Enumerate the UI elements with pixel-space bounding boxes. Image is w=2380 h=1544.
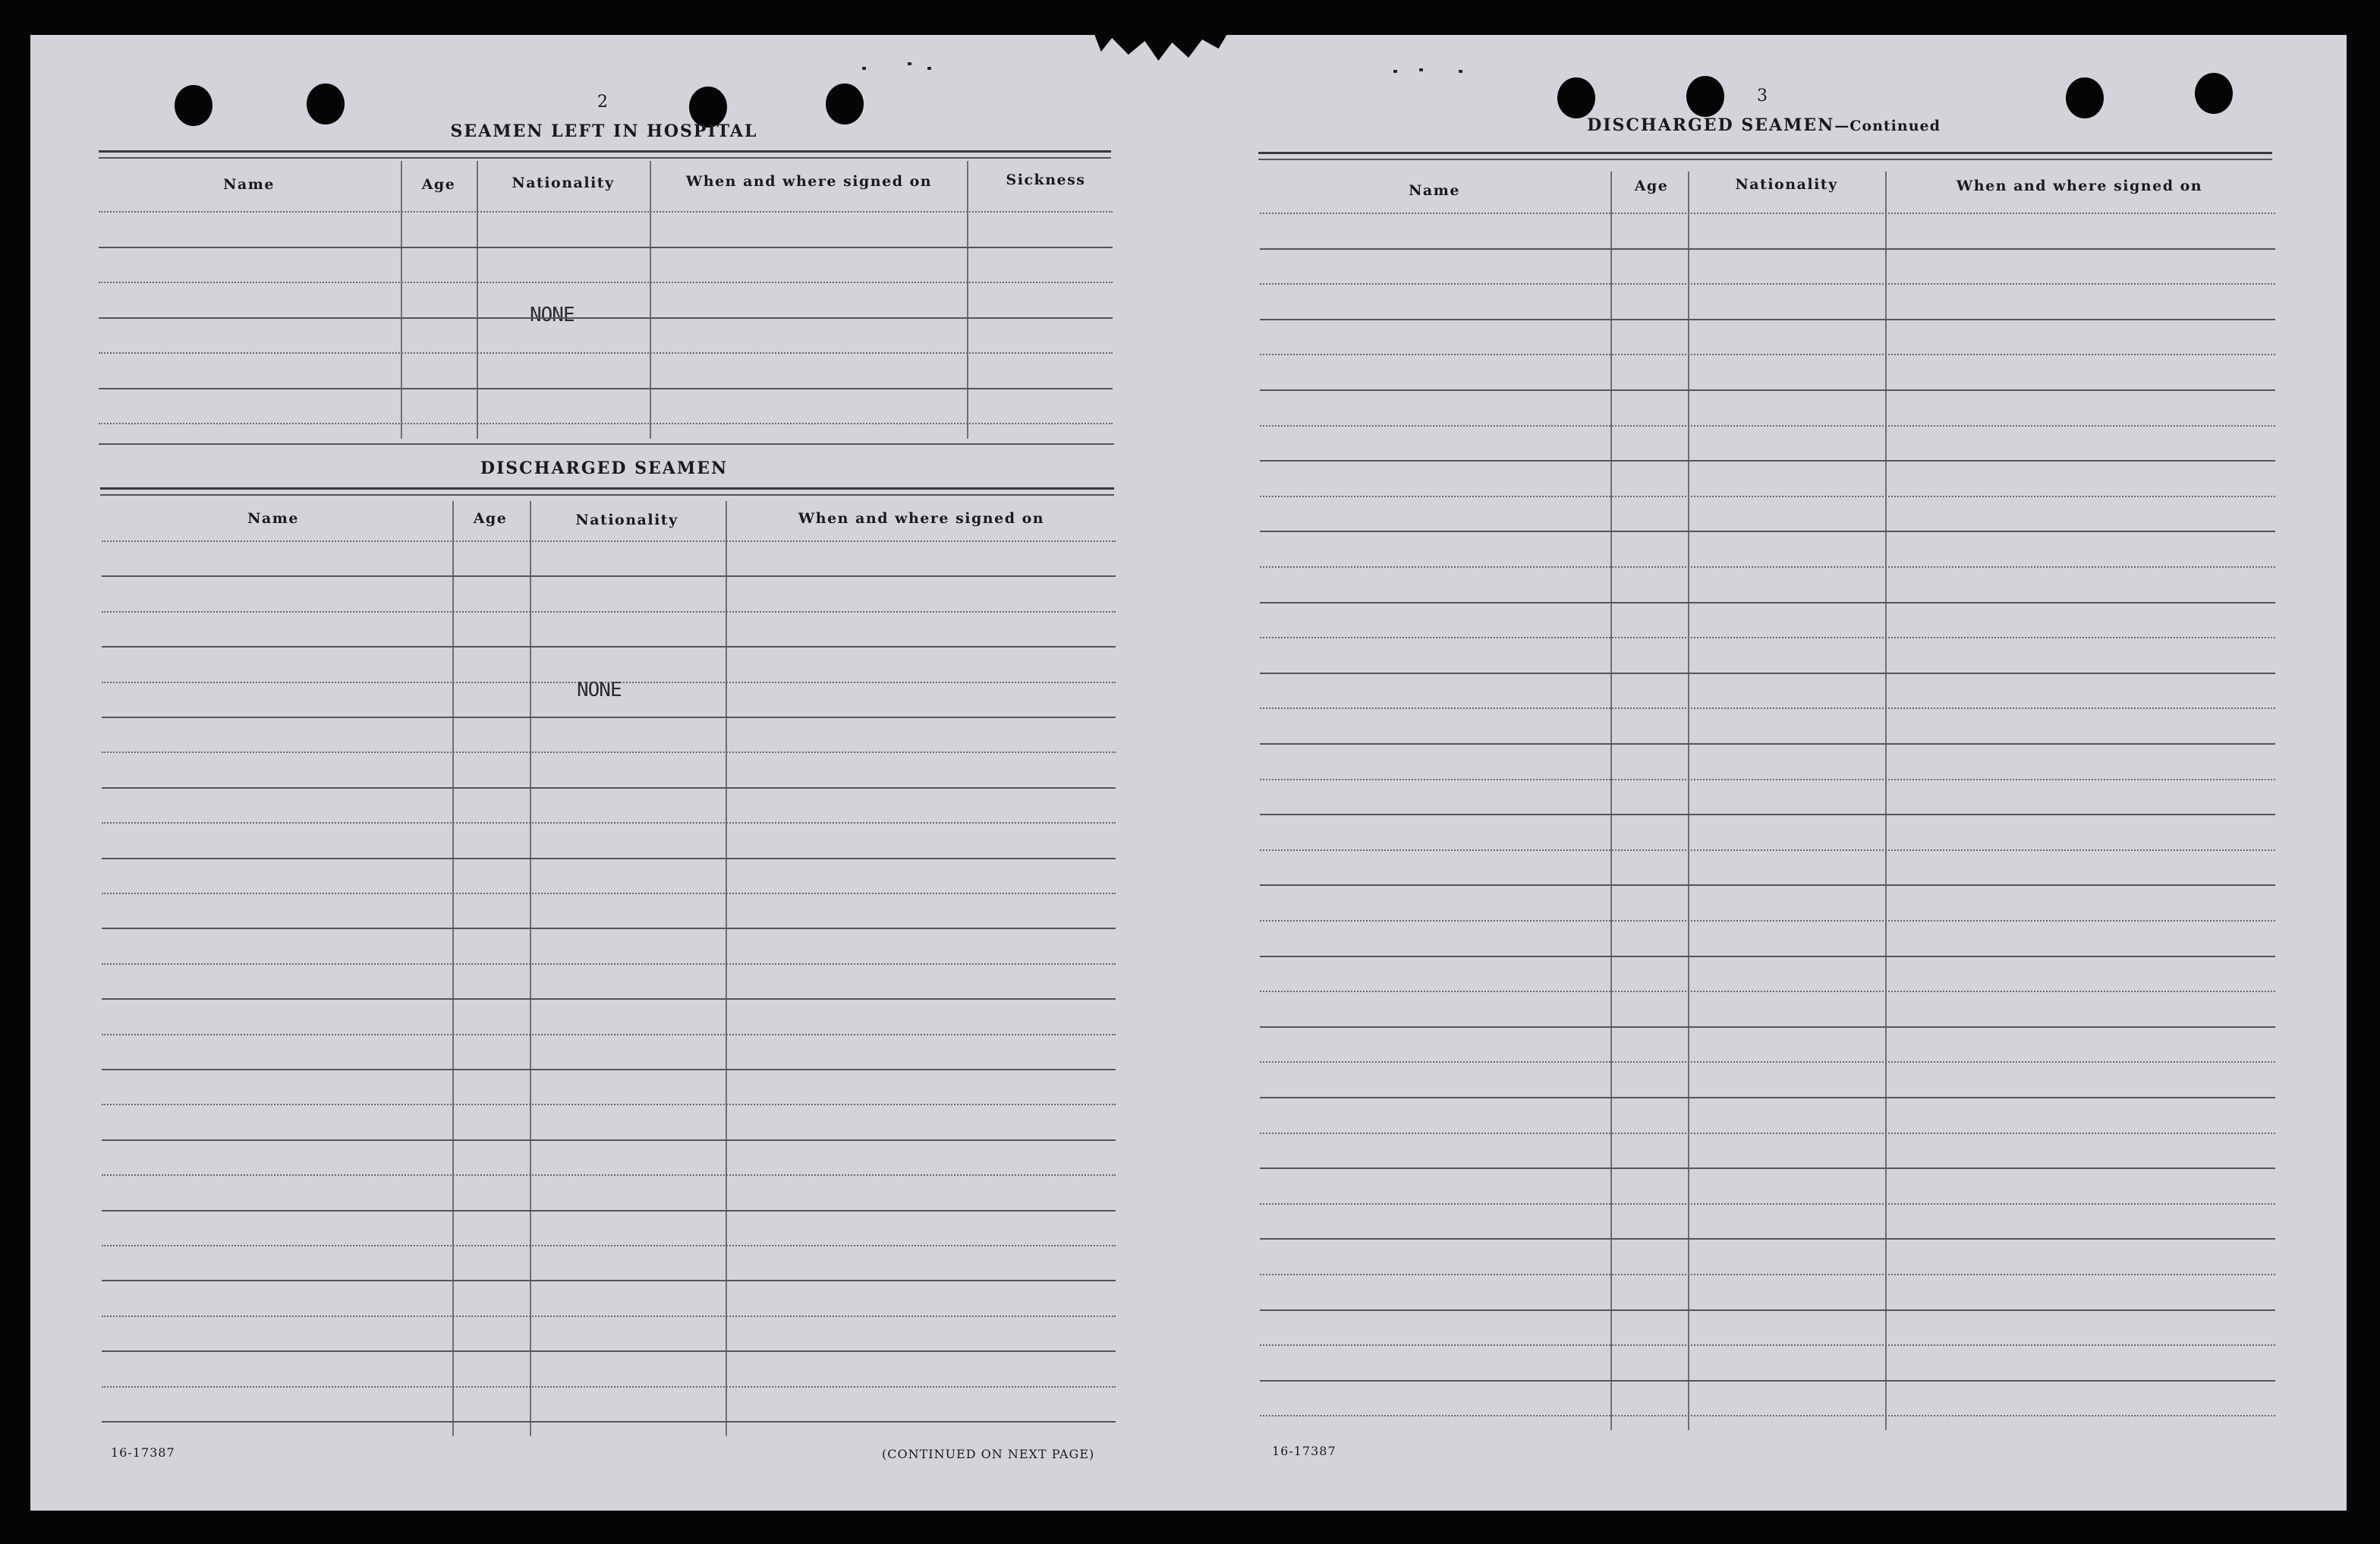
row-rule <box>102 575 1116 577</box>
row-rule <box>102 928 1116 929</box>
row-rule <box>102 963 1116 965</box>
row-rule <box>1260 1203 2275 1205</box>
row-rule <box>1260 920 2275 922</box>
row-rule <box>1260 743 2275 745</box>
row-rule <box>99 211 1113 213</box>
hospital-table-bottom-rule <box>99 443 1114 445</box>
row-rule <box>102 858 1116 859</box>
punch-hole <box>1686 76 1724 117</box>
hospital-col-sickness: Sickness <box>1006 172 1086 188</box>
row-rule <box>102 1139 1116 1141</box>
continued-note: (CONTINUED ON NEXT PAGE) <box>882 1447 1095 1461</box>
row-rule <box>1260 283 2275 285</box>
punch-hole <box>826 84 864 124</box>
row-rule <box>1260 1274 2275 1275</box>
row-rule <box>1260 1380 2275 1382</box>
row-rule <box>1260 1097 2275 1098</box>
column-divider <box>477 161 478 439</box>
discharged-col-nationality: Nationality <box>575 512 678 528</box>
document-sheet <box>30 35 2347 1511</box>
right-col-nationality: Nationality <box>1735 176 1838 193</box>
row-rule <box>1260 1061 2275 1063</box>
row-rule <box>1260 1238 2275 1240</box>
right-title-sub: —Continued <box>1834 118 1941 134</box>
discharged-col-age: Age <box>473 510 508 527</box>
row-rule <box>102 1280 1116 1281</box>
row-rule <box>1260 779 2275 780</box>
row-rule <box>102 682 1116 683</box>
column-divider <box>1688 172 1689 1430</box>
row-rule <box>99 423 1113 424</box>
row-rule <box>1260 956 2275 957</box>
row-rule <box>99 247 1113 248</box>
row-rule <box>102 893 1116 894</box>
row-rule <box>1260 1167 2275 1169</box>
row-rule <box>102 646 1116 648</box>
row-rule <box>1260 602 2275 603</box>
right-form-number: 16-17387 <box>1272 1444 1336 1458</box>
left-form-number: 16-17387 <box>111 1445 175 1460</box>
row-rule <box>102 611 1116 613</box>
hospital-entry-none: NONE <box>530 304 575 326</box>
column-divider <box>650 161 651 439</box>
row-rule <box>1260 1309 2275 1311</box>
hospital-table-top-rule <box>99 150 1111 153</box>
row-rule <box>1260 248 2275 250</box>
hospital-table-top-rule-2 <box>99 157 1111 159</box>
column-divider <box>452 501 454 1436</box>
row-rule <box>102 787 1116 789</box>
right-col-age: Age <box>1634 178 1669 194</box>
column-divider <box>1885 172 1887 1430</box>
column-divider <box>726 501 727 1436</box>
hospital-col-name: Name <box>223 176 275 193</box>
hospital-col-nationality: Nationality <box>512 175 615 191</box>
column-divider <box>401 161 402 439</box>
right-table-top-rule-2 <box>1258 159 2272 160</box>
row-rule <box>102 752 1116 753</box>
row-rule <box>102 1386 1116 1388</box>
row-rule <box>1260 389 2275 391</box>
right-page-number: 3 <box>1757 87 1768 106</box>
row-rule <box>1260 566 2275 568</box>
row-rule <box>1260 991 2275 992</box>
speck <box>1459 70 1462 73</box>
left-page-number: 2 <box>597 93 608 112</box>
row-rule <box>102 1316 1116 1317</box>
row-rule <box>99 352 1113 354</box>
speck <box>927 67 931 70</box>
row-rule <box>102 1245 1116 1246</box>
row-rule <box>1260 460 2275 462</box>
row-rule <box>1260 531 2275 532</box>
row-rule <box>1260 814 2275 815</box>
row-rule <box>1260 637 2275 638</box>
row-rule <box>1260 1026 2275 1028</box>
punch-hole <box>2066 77 2104 118</box>
row-rule <box>1260 496 2275 497</box>
row-rule <box>99 282 1113 283</box>
column-divider <box>1610 172 1612 1430</box>
discharged-col-name: Name <box>247 510 299 527</box>
discharged-entry-none: NONE <box>577 679 622 701</box>
discharged-table-top-rule <box>100 487 1114 490</box>
row-rule <box>1260 884 2275 886</box>
row-rule <box>1260 673 2275 674</box>
hospital-col-age: Age <box>421 176 456 193</box>
speck <box>908 62 911 65</box>
column-divider <box>530 501 531 1436</box>
speck <box>1419 68 1423 71</box>
row-rule <box>1260 213 2275 214</box>
row-rule <box>1260 1133 2275 1134</box>
row-rule <box>1260 319 2275 320</box>
row-rule <box>1260 425 2275 427</box>
hospital-col-signed-on: When and where signed on <box>685 173 933 190</box>
row-rule <box>102 1350 1116 1352</box>
right-col-name: Name <box>1409 182 1460 199</box>
right-section-title <box>1587 115 1941 135</box>
row-rule <box>1260 354 2275 355</box>
right-col-signed-on: When and where signed on <box>1956 178 2203 194</box>
row-rule <box>99 388 1113 389</box>
punch-hole <box>2195 73 2233 114</box>
row-rule <box>102 1034 1116 1035</box>
discharged-section-title: DISCHARGED SEAMEN <box>480 458 729 478</box>
right-title-main: DISCHARGED SEAMEN <box>1587 115 1835 135</box>
discharged-table-top-rule-2 <box>100 494 1114 496</box>
row-rule <box>102 1210 1116 1212</box>
row-rule <box>102 998 1116 1000</box>
column-divider <box>967 161 968 439</box>
speck <box>862 67 866 70</box>
row-rule <box>99 317 1113 319</box>
row-rule <box>102 540 1116 542</box>
row-rule <box>102 717 1116 718</box>
row-rule <box>1260 1344 2275 1346</box>
right-table-top-rule <box>1258 152 2272 154</box>
row-rule <box>102 1174 1116 1176</box>
punch-hole <box>175 85 212 126</box>
row-rule <box>102 1104 1116 1105</box>
row-rule <box>1260 707 2275 709</box>
punch-hole <box>1557 77 1595 118</box>
row-rule <box>1260 849 2275 851</box>
punch-hole <box>307 84 345 124</box>
discharged-col-signed-on: When and where signed on <box>798 510 1045 527</box>
hospital-section-title: SEAMEN LEFT IN HOSPITAL <box>450 121 758 141</box>
row-rule <box>102 1421 1116 1423</box>
row-rule <box>102 822 1116 824</box>
speck <box>1393 70 1397 73</box>
row-rule <box>102 1069 1116 1070</box>
row-rule <box>1260 1415 2275 1416</box>
